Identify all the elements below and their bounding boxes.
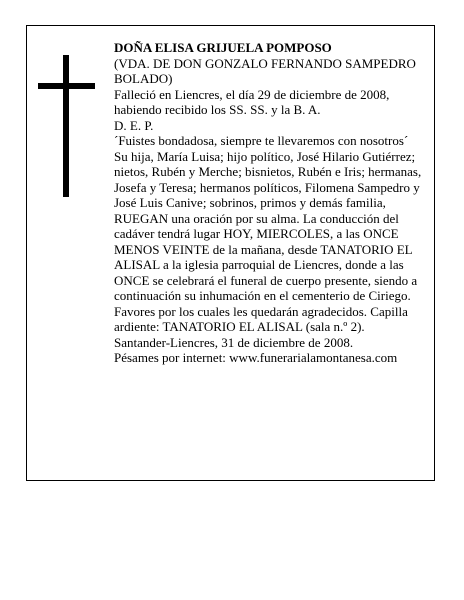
place-date: Santander-Liencres, 31 de diciembre de 2008. <box>114 334 354 350</box>
quote: ´Fuistes bondadosa, siempre te llevaremos con nosotros´ <box>114 133 409 148</box>
family-list: Su hija, María Luisa; hijo político, José Hilario Gutiérrez; nietos, Rubén y Merche; bisnietos, Rubén e Iris; hermanas, Josefa y Teresa; hermanos políticos, Filomena Sampedro y José Luis Canive; sobrinos, primos y demás familia, <box>114 148 422 210</box>
cross-icon-bar <box>38 83 95 89</box>
deceased-name: DOÑA ELISA GRIJUELA POMPOSO <box>114 40 332 55</box>
rip: D. E. P. <box>114 117 154 133</box>
condolences: Pésames por internet: www.funerarialamontanesa.com <box>114 350 398 365</box>
widow-of: (VDA. DE DON GONZALO FERNANDO SAMPEDRO BOLADO) <box>114 55 416 86</box>
death-notice: Falleció en Liencres, el día 29 de diciembre de 2008, habiendo recibido los SS. SS. y la B. A. <box>114 86 390 117</box>
funeral-details: RUEGAN una oración por su alma. La conducción del cadáver tendrá lugar HOY, MIERCOLES, a las ONCE MENOS VEINTE de la mañana, desde TANATORIO EL ALISAL a la iglesia parroquial de Liencres, donde a las ONCE se celebrará el funeral de cuerpo presente, siendo a continuación su inhumación en el cementerio de Ciriego. Favores por los cuales les quedarán agradecidos. Capilla ardiente: TANATORIO EL ALISAL (sala n.º 2). <box>114 210 418 334</box>
obituary-text <box>114 40 426 366</box>
cross-icon <box>63 55 69 197</box>
